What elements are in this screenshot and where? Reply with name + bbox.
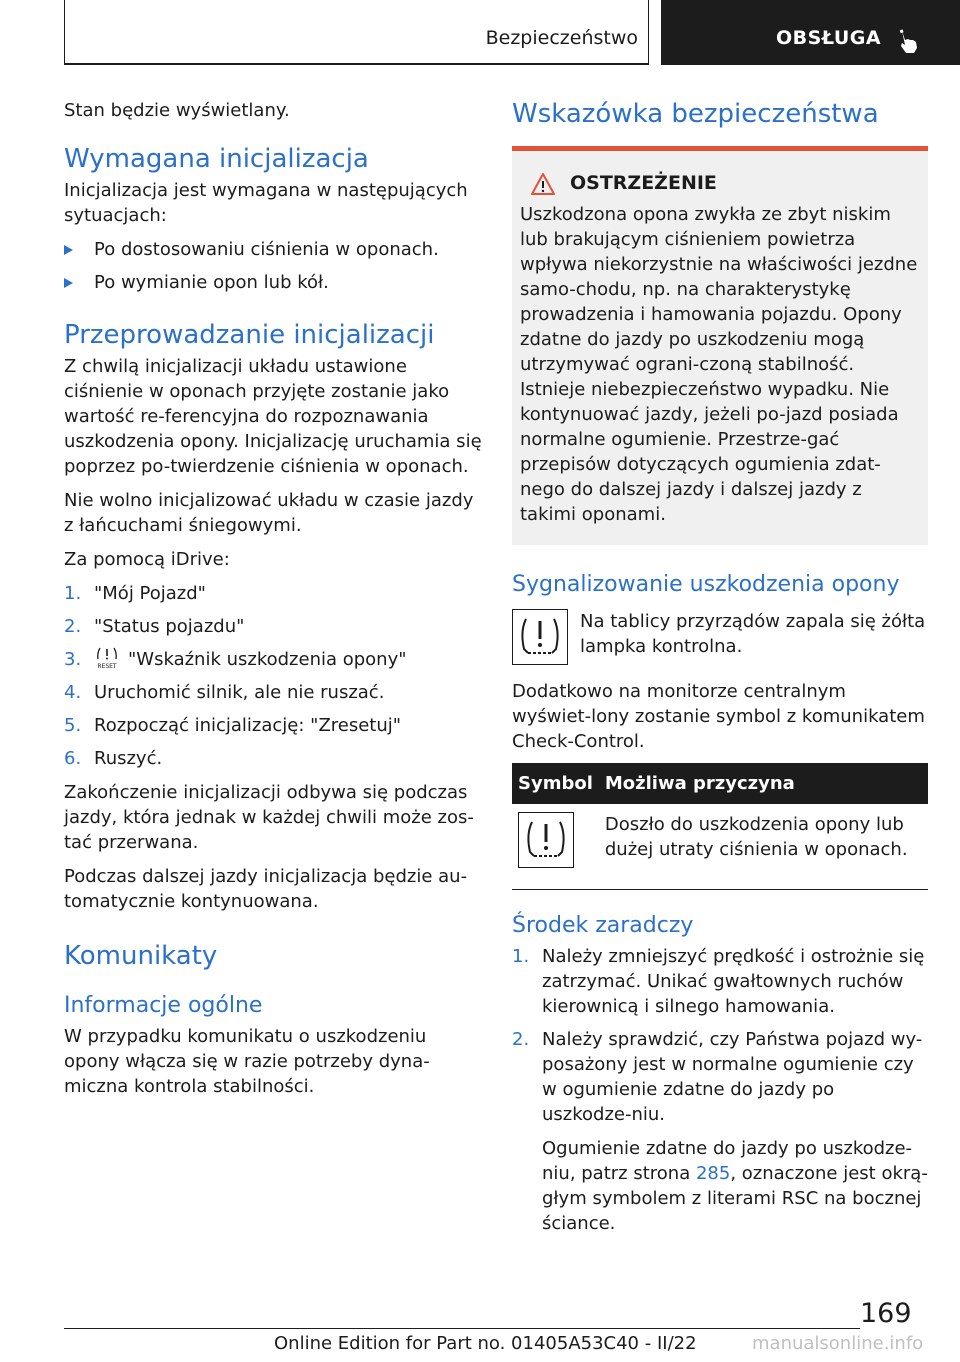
heading-safety-note: Wskazówka bezpieczeństwa <box>512 99 879 129</box>
header-chapter-tab <box>661 0 960 65</box>
cause-cell: Doszło do uszkodzenia opony lub dużej utraty ciśnienia w oponach. <box>599 804 928 890</box>
list-item <box>64 680 482 705</box>
step-number: 3. <box>64 649 82 670</box>
column-header-cause: Możliwa przyczyna <box>599 763 928 804</box>
tire-reset-icon <box>94 647 120 669</box>
warning-text: Uszkodzona opona zwykła ze zbyt niskim lub brakującym ciśnieniem powietrza wpływa niekorzystnie na właściwości jezdne samo-chodu, np. na charakterystykę prowadzenia i hamowania pojazdu. Opony zdatne do jazdy po uszkodzeniu mogą utrzymywać ograni-czoną stabilność. Istnieje niebezpieczeństwo wypadku. Nie kontynuować jazdy, jeżeli po-jazd posiada normalne ogumienie. Przestrze-gać przepisów dotyczących ogumienia zdat-nego do dalszej jazdy i dalszej jazdy z takimi oponami. <box>520 204 918 525</box>
list-item <box>64 270 482 295</box>
table-row <box>512 804 928 890</box>
general-info-text: W przypadku komunikatu o uszkodzeniu opony włącza się w razie potrzeby dyna-miczna kontrola stabilności. <box>64 1026 430 1097</box>
list-item <box>64 713 482 738</box>
heading-signal: Sygnalizowanie uszkodzenia opony <box>512 572 900 597</box>
step-number: 1. <box>64 583 82 604</box>
list-item <box>64 614 482 639</box>
heading-perform-init: Przeprowadzanie inicjalizacji <box>64 320 435 350</box>
list-item <box>64 746 482 771</box>
step-text: Należy sprawdzić, czy Państwa pojazd wy-posażony jest w normalne ogumienie czy w ogumienie zdatne do jazdy po uszkodze-niu. <box>542 1029 923 1125</box>
list-item <box>512 1027 928 1236</box>
tire-pressure-warning-icon <box>512 609 568 665</box>
list-item <box>64 581 482 606</box>
step-text: "Mój Pojazd" <box>94 583 206 604</box>
left-column <box>64 98 482 1108</box>
signal-row <box>512 609 928 665</box>
signal-text: Na tablicy przyrządów zapala się żółta lampka kontrolna. <box>580 611 926 657</box>
heading-general-info: Informacje ogólne <box>64 993 263 1018</box>
required-init-text: Inicjalizacja jest wymagana w następujących sytuacjach: <box>64 180 468 226</box>
warning-triangle-icon <box>530 172 556 196</box>
header-section-title: Bezpieczeństwo <box>485 27 638 49</box>
svg-text:RESET: RESET <box>97 663 117 669</box>
step-number: 5. <box>64 715 82 736</box>
step-text: Rozpocząć inicjalizację: "Zresetuj" <box>94 715 402 736</box>
symbol-table <box>512 763 928 890</box>
warning-box <box>512 146 928 545</box>
step-text: "Status pojazdu" <box>94 616 245 637</box>
table-header-row <box>512 763 928 804</box>
symbol-cell <box>512 804 599 890</box>
footer-rule <box>64 1328 860 1329</box>
hand-pointer-icon <box>896 28 922 54</box>
list-item <box>64 647 482 672</box>
warning-header <box>520 171 920 196</box>
step-number: 2. <box>64 616 82 637</box>
init-steps-list <box>64 581 482 771</box>
right-column <box>512 98 928 1245</box>
perform-init-text-2: Nie wolno inicjalizować układu w czasie jazdy z łańcuchami śniegowymi. <box>64 490 474 536</box>
list-item-text: Po wymianie opon lub kół. <box>94 272 329 293</box>
warning-title: OSTRZEŻENIE <box>570 172 717 194</box>
step-text: Ruszyć. <box>94 748 163 769</box>
step-number: 6. <box>64 748 82 769</box>
header-left-rule <box>64 0 65 64</box>
remedy-note-text: Ogumienie zdatne do jazdy po uszkodze-niu, patrz strona <box>542 1138 913 1184</box>
step-text: "Wskaźnik uszkodzenia opony" <box>128 649 407 670</box>
step-number: 4. <box>64 682 82 703</box>
remedy-note <box>542 1136 928 1236</box>
step-text: Należy zmniejszyć prędkość i ostrożnie się zatrzymać. Unikać gwałtownych ruchów kierownicą i silnego hamowania. <box>542 946 925 1017</box>
bullet-triangle-icon <box>64 245 73 255</box>
remedy-list <box>512 944 928 1236</box>
step-text: Uruchomić silnik, ale nie ruszać. <box>94 682 385 703</box>
bullet-triangle-icon <box>64 278 73 288</box>
heading-remedy: Środek zaradczy <box>512 913 694 938</box>
page-link[interactable]: 285 <box>695 1163 731 1184</box>
step-number: 1. <box>512 946 530 967</box>
watermark-text: manualsonline.info <box>752 1333 924 1354</box>
monitor-text: Dodatkowo na monitorze centralnym wyświet-lony zostanie symbol z komunikatem Check-Control. <box>512 681 925 752</box>
edition-text: Online Edition for Part no. 01405A53C40 - II/22 <box>274 1333 697 1354</box>
chapter-label: OBSŁUGA <box>776 27 882 49</box>
heading-required-init: Wymagana inicjalizacja <box>64 144 369 174</box>
remedy-note-text-end: , oznaczone jest okrą-głym symbolem z literami RSC na bocznej ściance. <box>542 1163 928 1234</box>
step-number: 2. <box>512 1029 530 1050</box>
init-end-text-2: Podczas dalszej jazdy inicjalizacja będzie au-tomatycznie kontynuowana. <box>64 866 468 912</box>
tire-pressure-warning-icon <box>518 812 574 868</box>
header-bottom-rule <box>64 63 649 65</box>
list-item <box>512 944 928 1019</box>
page-number: 169 <box>860 1298 912 1329</box>
heading-messages: Komunikaty <box>64 941 218 971</box>
required-init-list <box>64 237 482 295</box>
intro-text: Stan będzie wyświetlany. <box>64 100 290 121</box>
header-divider <box>648 0 649 64</box>
perform-init-text-3: Za pomocą iDrive: <box>64 549 230 570</box>
init-end-text-1: Zakończenie inicjalizacji odbywa się podczas jazdy, która jednak w każdej chwili może zos-tać przerwana. <box>64 782 474 853</box>
column-header-symbol: Symbol <box>512 763 599 804</box>
list-item-text: Po dostosowaniu ciśnienia w oponach. <box>94 239 439 260</box>
list-item <box>64 237 482 262</box>
perform-init-text-1: Z chwilą inicjalizacji układu ustawione ciśnienie w oponach przyjęte zostanie jako wartość re-ferencyjna do rozpoznawania uszkodzenia opony. Inicjalizację uruchamia się poprzez po-twierdzenie ciśnienia w oponach. <box>64 356 482 477</box>
